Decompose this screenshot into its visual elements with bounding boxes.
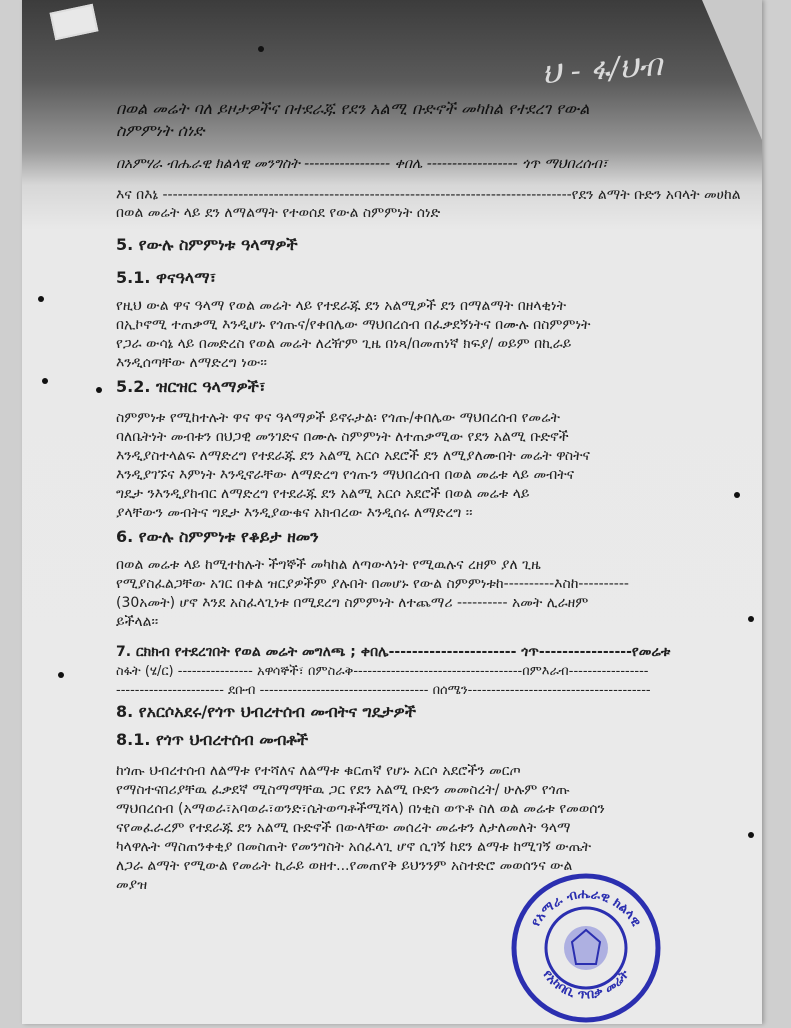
- section-5-1-line: እንዲሰጣቸው ለማድረግ ነው፡፡: [116, 355, 267, 371]
- scan-speck: [96, 387, 102, 393]
- intro-line-1: በአምሃራ ብሔራዊ ክልላዊ መንግስት ----------------- ቀበሌ ------------------ ጎጥ ማህበረሰብ፣: [116, 156, 608, 172]
- scan-speck: [38, 296, 44, 302]
- section-8-1-heading: 8.1. የጎጥ ህብረተሰብ መብቶች: [116, 730, 309, 749]
- section-7-line: ስፋት (ሄ/ር) ---------------- አዋሳኞች፣ በምስራቅ------------------------------------በምእራብ-----------------: [116, 664, 649, 679]
- section-6-line: (30አመት) ሆኖ እንደ አስፈላጊነቱ በሚደረግ ስምምነት ለተጨማሪ ---------- አመት ሊራዘም: [116, 595, 589, 611]
- scan-speck: [58, 672, 64, 678]
- section-5-2-line: እንዲያስተላልፍ ለማድረግ የተደራጁ ደን አልሚ አርሶ አደሮች ደን ለሚያለሙበት መሬት ዋስትና: [116, 448, 590, 464]
- section-5-2-line: ያላቸውን መብትና ግዴታ እንዲያውቁና አክብረው እንዲሰሩ ለማድረግ ፡፡: [116, 505, 473, 521]
- section-7-heading: 7. ርክክብ የተደረገበት የወል መሬት መግለጫ ; ቀበሌ---------------------- ጎጥ----------------የመሬቱ: [116, 644, 671, 660]
- section-8-1-line: ከጎጡ ህብረተሰብ ለልማቱ የተሻለና ለልማቱ ቁርጠኛ የሆኑ አርሶ አደሮችን መርጦ: [116, 763, 521, 779]
- section-5-1-line: በኢኮኖሚ ተጠቃሚ እንዲሆኑ የጎጡና/የቀበሌው ማህበረሰብ በፈቃደኝነትና በሙሉ በስምምነት: [116, 317, 591, 333]
- scan-speck: [734, 492, 740, 498]
- folded-corner: [702, 0, 762, 140]
- section-6-heading: 6. የውሉ ስምምነቱ የቆይታ ዘመን: [116, 527, 319, 546]
- corner-stamp-mark: [50, 4, 99, 41]
- section-8-1-line: መያዝ: [116, 877, 148, 893]
- section-6-line: ይችላል፡፡: [116, 614, 159, 630]
- section-5-2-heading: 5.2. ዝርዝር ዓላማዎች፣: [116, 377, 266, 396]
- scan-speck: [258, 46, 264, 52]
- section-5-1-heading: 5.1. ዋናዓላማ፣: [116, 268, 217, 287]
- scan-speck: [42, 378, 48, 384]
- section-5-2-line: ስምምነቱ የሚከተሉት ዋና ዋና ዓላማዎች ይኖሩታል፡ የጎጡ/ቀበሌው ማህበረሰብ የመሬት: [116, 410, 560, 426]
- seal-top-text: የአማራ ብሔራዊ ክልላዊ: [528, 886, 644, 930]
- section-8-1-line: ካላዋሉት ማስጠንቀቂያ በመስጠት የመንግስት አሰፈላጊ ሆኖ ሲገኝ ከደን ልማቱ ከሚገኝ ውጤት: [116, 839, 592, 855]
- section-5-1-line: የጋራ ውሳኔ ላይ በመድረስ የወል መሬት ለረዥም ጊዜ በነጻ/በመጠነኛ ክፍያ/ ወይም በኪራይ: [116, 336, 572, 352]
- document-title-line-2: ስምምነት ሰነድ: [116, 121, 205, 140]
- scan-speck: [748, 616, 754, 622]
- section-6-line: በወል መሬቱ ላይ ከሚተከሉት ችግኞች መካከል ለጣውላነት የሚዉሉና ረዘም ያለ ጊዜ: [116, 557, 541, 573]
- section-5-2-line: እንዲያገኙና እምነት እንዲኖራቸው ለማድረግ የጎጡን ማህበረሰብ በወል መሬቱ ላይ መብትና: [116, 467, 575, 483]
- section-5-1-line: የዚህ ውል ዋና ዓላማ የወል መሬት ላይ የተደራጁ ደን አልሚዎች ደን በማልማት በዘላቂነት: [116, 298, 567, 314]
- section-5-2-line: ግዴታ ንእንዲያከብር ለማድረግ የተደራጁ ደን አልሚ አርሶ አደሮች በወል መሬቱ ላይ: [116, 486, 530, 502]
- section-6-line: የሚያስፈልጋቸው አገር በቀል ዝርያዎችም ያሉበት በመሆኑ የውል ስምምነቱከ----------እስከ----------: [116, 576, 629, 592]
- section-5-heading: 5. የውሉ ስምምነቱ ዓላማዎች: [116, 235, 298, 254]
- section-8-heading: 8. የአርሶአደሩ/የጎጥ ህብረተሰብ መብትና ግዴታዎች: [116, 702, 417, 721]
- section-8-1-line: ለጋራ ልማት የሚውል የመሬት ኪራይ ወዘተ...የመጠየቅ ይህንንም አስተድሮ መወሰንና ውል: [116, 858, 573, 874]
- section-7-line: ----------------------- ደቡብ ------------------------------------ በሰሜን---------------------------------------: [116, 683, 651, 698]
- official-seal: [510, 872, 662, 1024]
- section-8-1-line: የማስተናበሪያቸዉ ፈቃደኛ ሚስማማቸዉ ጋር የደን አልሚ ቡድን መመስረት/ ሁሉም የጎጡ: [116, 782, 570, 798]
- scan-speck: [748, 832, 754, 838]
- section-5-2-line: ባለቤትነት መብቱን በህጋዊ መንገድና በሙሉ ስምምነት ለተጠቃሚው የደን አልሚ ቡድኖች: [116, 429, 569, 445]
- handwritten-note: ህ - ፋ/ህብ: [540, 47, 664, 92]
- seal-graphic: [510, 872, 662, 1024]
- intro-line-3: በወል መሬት ላይ ደን ለማልማት የተወሰደ የውል ስምምነት ሰነድ: [116, 205, 441, 221]
- seal-bottom-text: የአካባቢ ጥበቃ መሬት: [539, 967, 633, 1003]
- section-8-1-line: ማህበረሰብ (አማወራ፣አባወራ፣ወንድ፣ሴትወጣቶችሚሻላ) በነቂስ ወጥቶ ስለ ወል መሬቱ የመወሰን: [116, 801, 605, 817]
- intro-line-2: እና በእኔ ---------------------------------------------------------------------------------የደን ልማት ቡድን አባላት መሀከል: [116, 187, 741, 203]
- section-8-1-line: ናየመፈራረም የተደራጁ ደን አልሚ ቡድኖች በውላቸው መሰረት መሬቱን ለታለመለት ዓላማ: [116, 820, 571, 836]
- document-title-line-1: በወል መሬት ባለ ይዞታዎችና በተደራጁ የደን አልሚ ቡድኖች መካከል የተደረገ የውል: [116, 99, 590, 118]
